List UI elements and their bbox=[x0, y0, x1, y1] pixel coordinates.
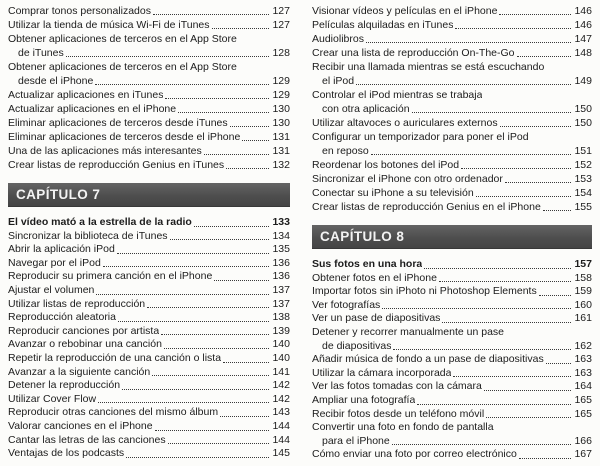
toc-entry-page-number: 162 bbox=[574, 339, 592, 352]
toc-entry-title: Crear una lista de reproducción On-The-Go bbox=[312, 47, 515, 59]
toc-entry-title: Ampliar una fotografía bbox=[312, 393, 416, 406]
toc-entry-title: Obtener aplicaciones de terceros en el App Store bbox=[8, 33, 237, 45]
toc-entry-page-number: 157 bbox=[574, 258, 592, 270]
toc-entry-line bbox=[8, 434, 290, 448]
toc-entry-line bbox=[312, 102, 592, 116]
toc-entry-title: Reproducir otras canciones del mismo álbum bbox=[8, 406, 219, 419]
dot-leader bbox=[226, 158, 269, 169]
dot-leader bbox=[161, 325, 269, 336]
dot-leader bbox=[546, 353, 572, 364]
toc-entry-title: Utilizar la tienda de música Wi-Fi de iTunes bbox=[8, 19, 210, 31]
dot-leader bbox=[165, 88, 269, 99]
toc-entry-line bbox=[312, 312, 592, 326]
dot-leader bbox=[178, 102, 269, 113]
toc-entry-page-number: 131 bbox=[272, 145, 290, 157]
toc-entry-title: para el iPhone bbox=[322, 434, 390, 447]
toc-entry-title: Detener la reproducción bbox=[8, 379, 121, 392]
toc-entry-page-number: 165 bbox=[574, 393, 592, 406]
toc-entry-title: Recibir fotos desde un teléfono móvil bbox=[312, 407, 485, 420]
toc-entry-page-number: 150 bbox=[574, 103, 592, 115]
toc-entry-line bbox=[312, 88, 592, 102]
toc-entry-line bbox=[312, 394, 592, 408]
toc-entry-title: Configurar un temporizador para poner el iPod bbox=[312, 131, 529, 143]
toc-entry-title: Reproducción aleatoria bbox=[8, 311, 116, 324]
toc-entry-page-number: 160 bbox=[574, 298, 592, 311]
toc-entry-line bbox=[8, 116, 290, 130]
toc-entry-page-number: 136 bbox=[272, 256, 290, 269]
toc-entry-line bbox=[312, 200, 592, 214]
toc-entry-line bbox=[312, 74, 592, 88]
dot-leader bbox=[98, 393, 269, 404]
toc-entry-line bbox=[8, 379, 290, 393]
toc-entry-title: Importar fotos sin iPhoto ni Photoshop Elements bbox=[312, 285, 537, 298]
dot-leader bbox=[519, 448, 572, 459]
dot-leader bbox=[164, 338, 270, 349]
toc-entry-line bbox=[312, 172, 592, 186]
toc-entry-page-number: 137 bbox=[272, 283, 290, 296]
toc-entry-page-number: 146 bbox=[574, 19, 592, 31]
dot-leader bbox=[103, 257, 270, 268]
toc-entry-line bbox=[8, 406, 290, 420]
toc-block bbox=[312, 258, 592, 462]
dot-leader bbox=[212, 18, 270, 29]
toc-entry-page-number: 165 bbox=[574, 407, 592, 420]
toc-entry-page-number: 141 bbox=[272, 365, 290, 378]
toc-entry-line bbox=[8, 216, 290, 230]
toc-entry-page-number: 155 bbox=[574, 201, 592, 213]
toc-entry-title: Actualizar aplicaciones en iTunes bbox=[8, 89, 164, 101]
dot-leader bbox=[152, 366, 269, 377]
chapter-heading: CAPÍTULO 8 bbox=[312, 225, 592, 249]
dot-leader bbox=[170, 230, 270, 241]
dot-leader bbox=[500, 116, 572, 127]
toc-entry-title: Valorar canciones en el iPhone bbox=[8, 419, 153, 432]
toc-entry-page-number: 167 bbox=[574, 448, 592, 461]
toc-entry-page-number: 166 bbox=[574, 434, 592, 447]
toc-entry-title: Añadir música de fondo a un pase de diapositivas bbox=[312, 353, 544, 366]
dot-leader bbox=[486, 408, 571, 419]
toc-entry-title: Reproducir su primera canción en el iPhone bbox=[8, 270, 213, 283]
toc-entry-title: Sincronizar la biblioteca de iTunes bbox=[8, 229, 168, 242]
dot-leader bbox=[484, 380, 572, 391]
toc-entry-page-number: 159 bbox=[574, 285, 592, 298]
dot-leader bbox=[455, 18, 571, 29]
toc-entry-page-number: 138 bbox=[272, 311, 290, 324]
toc-entry-title: Obtener fotos en el iPhone bbox=[312, 271, 437, 284]
dot-leader bbox=[168, 434, 270, 445]
dot-leader bbox=[539, 285, 572, 296]
toc-entry-line bbox=[312, 158, 592, 172]
toc-entry-line bbox=[312, 130, 592, 144]
toc-entry-title: Ajustar el volumen bbox=[8, 283, 95, 296]
toc-entry-line bbox=[312, 272, 592, 286]
toc-entry-line bbox=[8, 393, 290, 407]
toc-entry-page-number: 136 bbox=[272, 270, 290, 283]
toc-entry-page-number: 134 bbox=[272, 229, 290, 242]
dot-leader bbox=[147, 298, 269, 309]
toc-entry-page-number: 151 bbox=[574, 145, 592, 157]
toc-entry-line bbox=[312, 60, 592, 74]
toc-entry-line bbox=[8, 130, 290, 144]
dot-leader bbox=[543, 200, 572, 211]
dot-leader bbox=[442, 312, 571, 323]
dot-leader bbox=[242, 130, 269, 141]
toc-entry-line bbox=[312, 32, 592, 46]
toc-entry-page-number: 144 bbox=[272, 433, 290, 446]
toc-entry-line bbox=[8, 243, 290, 257]
dot-leader bbox=[214, 270, 269, 281]
dot-leader bbox=[424, 258, 571, 269]
toc-entry-title: Avanzar a la siguiente canción bbox=[8, 365, 151, 378]
toc-entry-line bbox=[312, 340, 592, 354]
toc-entry-page-number: 158 bbox=[574, 271, 592, 284]
dot-leader bbox=[392, 435, 572, 446]
toc-entry-title: Abrir la aplicación iPod bbox=[8, 243, 115, 256]
toc-entry-page-number: 130 bbox=[272, 103, 290, 115]
toc-entry-title: de iTunes bbox=[18, 47, 64, 59]
toc-entry-title: Cantar las letras de las canciones bbox=[8, 433, 166, 446]
toc-entry-title: Ver fotografías bbox=[312, 298, 381, 311]
toc-entry-line bbox=[312, 46, 592, 60]
toc-block bbox=[312, 4, 592, 214]
toc-entry-page-number: 153 bbox=[574, 173, 592, 185]
toc-entry-line bbox=[8, 230, 290, 244]
toc-entry-line bbox=[312, 435, 592, 449]
toc-entry-line bbox=[312, 299, 592, 313]
dot-leader bbox=[95, 74, 269, 85]
toc-entry-title: Utilizar Cover Flow bbox=[8, 392, 97, 405]
toc-entry-title: Repetir la reproducción de una canción o lista bbox=[8, 351, 222, 364]
dot-leader bbox=[153, 4, 269, 15]
dot-leader bbox=[66, 46, 270, 57]
toc-entry-page-number: 129 bbox=[272, 89, 290, 101]
toc-entry-title: Utilizar listas de reproducción bbox=[8, 297, 146, 310]
toc-entry-title: Sus fotos en una hora bbox=[312, 258, 423, 270]
toc-entry-line bbox=[8, 270, 290, 284]
dot-leader bbox=[223, 352, 269, 363]
toc-entry-line bbox=[312, 285, 592, 299]
toc-entry-title: con otra aplicación bbox=[322, 103, 410, 115]
toc-entry-line bbox=[8, 102, 290, 116]
toc-entry-page-number: 142 bbox=[272, 379, 290, 392]
toc-entry-line bbox=[312, 408, 592, 422]
toc-entry-title: Detener y recorrer manualmente un pase bbox=[312, 325, 505, 338]
toc-entry-title: de diapositivas bbox=[322, 339, 392, 352]
toc-entry-title: Navegar por el iPod bbox=[8, 256, 101, 269]
toc-entry-line bbox=[312, 421, 592, 435]
toc-entry-line bbox=[8, 447, 290, 461]
toc-entry-line bbox=[312, 186, 592, 200]
toc-entry-page-number: 133 bbox=[272, 216, 290, 228]
toc-entry-line bbox=[8, 46, 290, 60]
toc-entry-page-number: 129 bbox=[272, 75, 290, 87]
toc-entry-title: Eliminar aplicaciones de terceros desde el iPhone bbox=[8, 131, 241, 143]
toc-entry-title: Conectar su iPhone a su televisión bbox=[312, 187, 474, 199]
toc-entry-title: Sincronizar el iPhone con otro ordenador bbox=[312, 173, 503, 185]
toc-entry-title: Convertir una foto en fondo de pantalla bbox=[312, 421, 494, 434]
toc-entry-title: el iPod bbox=[322, 75, 355, 87]
toc-entry-page-number: 137 bbox=[272, 297, 290, 310]
toc-entry-title: desde el iPhone bbox=[18, 75, 94, 87]
dot-leader bbox=[230, 116, 270, 127]
toc-entry-title: Películas alquiladas en iTunes bbox=[312, 19, 454, 31]
toc-entry-line bbox=[8, 284, 290, 298]
dot-leader bbox=[96, 284, 269, 295]
dot-leader bbox=[517, 46, 572, 57]
chapter-heading: CAPÍTULO 7 bbox=[8, 183, 290, 207]
toc-entry-title: Audiolibros bbox=[312, 33, 364, 45]
toc-entry-line bbox=[312, 144, 592, 158]
toc-entry-title: Recibir una llamada mientras se está escuchando bbox=[312, 61, 545, 73]
toc-entry-line bbox=[8, 4, 290, 18]
toc-entry-page-number: 149 bbox=[574, 75, 592, 87]
toc-entry-page-number: 152 bbox=[574, 159, 592, 171]
toc-entry-page-number: 128 bbox=[272, 47, 290, 59]
toc-entry-line bbox=[8, 257, 290, 271]
toc-entry-page-number: 164 bbox=[574, 380, 592, 393]
dot-leader bbox=[117, 243, 270, 254]
toc-entry-page-number: 148 bbox=[574, 47, 592, 59]
dot-leader bbox=[417, 394, 571, 405]
toc-entry-title: en reposo bbox=[322, 145, 369, 157]
toc-entry-title: Visionar vídeos y películas en el iPhone bbox=[312, 5, 498, 17]
toc-entry-page-number: 146 bbox=[574, 5, 592, 17]
toc-block bbox=[8, 216, 290, 461]
toc-entry-page-number: 163 bbox=[574, 353, 592, 366]
toc-entry-page-number: 143 bbox=[272, 406, 290, 419]
toc-entry-title: Ventajas de los podcasts bbox=[8, 447, 125, 460]
dot-leader bbox=[366, 32, 572, 43]
toc-entry-line bbox=[8, 60, 290, 74]
toc-entry-line bbox=[8, 158, 290, 172]
toc-entry-line bbox=[312, 367, 592, 381]
toc-entry-line bbox=[312, 448, 592, 462]
toc-entry-page-number: 163 bbox=[574, 366, 592, 379]
toc-entry-line bbox=[8, 366, 290, 380]
toc-entry-title: Ver un pase de diapositivas bbox=[312, 312, 441, 325]
toc-entry-title: Obtener aplicaciones de terceros en el App Store bbox=[8, 61, 237, 73]
toc-entry-title: Una de las aplicaciones más interesantes bbox=[8, 145, 202, 157]
toc-entry-title: Crear listas de reproducción Genius en iTunes bbox=[8, 159, 225, 171]
toc-entry-line bbox=[8, 420, 290, 434]
toc-entry-title: Comprar tonos personalizados bbox=[8, 5, 151, 17]
toc-entry-page-number: 144 bbox=[272, 419, 290, 432]
dot-leader bbox=[412, 102, 572, 113]
dot-leader bbox=[461, 158, 571, 169]
toc-entry-line bbox=[312, 353, 592, 367]
dot-leader bbox=[220, 406, 269, 417]
toc-entry-title: Reproducir canciones por artista bbox=[8, 324, 160, 337]
toc-entry-line bbox=[8, 18, 290, 32]
toc-entry-line bbox=[8, 311, 290, 325]
toc-entry-line bbox=[312, 326, 592, 340]
toc-entry-line bbox=[312, 116, 592, 130]
toc-column-left bbox=[8, 4, 290, 461]
toc-column-right bbox=[312, 4, 592, 462]
dot-leader bbox=[122, 379, 269, 390]
toc-entry-page-number: 140 bbox=[272, 351, 290, 364]
dot-leader bbox=[204, 144, 270, 155]
toc-entry-line bbox=[8, 88, 290, 102]
dot-leader bbox=[453, 367, 571, 378]
dot-leader bbox=[356, 74, 571, 85]
toc-entry-title: Avanzar o rebobinar una canción bbox=[8, 338, 162, 351]
toc-entry-page-number: 161 bbox=[574, 312, 592, 325]
toc-entry-line bbox=[312, 4, 592, 18]
toc-entry-page-number: 139 bbox=[272, 324, 290, 337]
toc-entry-title: Cómo enviar una foto por correo electrónico bbox=[312, 448, 517, 461]
toc-entry-title: Controlar el iPod mientras se trabaja bbox=[312, 89, 483, 101]
toc-entry-line bbox=[312, 258, 592, 272]
toc-entry-line bbox=[8, 32, 290, 46]
dot-leader bbox=[382, 299, 571, 310]
dot-leader bbox=[194, 216, 270, 227]
toc-entry-page-number: 131 bbox=[272, 131, 290, 143]
dot-leader bbox=[118, 311, 269, 322]
toc-entry-title: Utilizar altavoces o auriculares externos bbox=[312, 117, 498, 129]
toc-entry-title: Ver las fotos tomadas con la cámara bbox=[312, 380, 482, 393]
dot-leader bbox=[476, 186, 572, 197]
toc-entry-line bbox=[8, 338, 290, 352]
toc-entry-title: Reordenar los botones del iPod bbox=[312, 159, 460, 171]
toc-entry-line bbox=[312, 380, 592, 394]
toc-entry-line bbox=[312, 18, 592, 32]
toc-entry-page-number: 150 bbox=[574, 117, 592, 129]
toc-block bbox=[8, 4, 290, 172]
toc-entry-title: Crear listas de reproducción Genius en el iPhone bbox=[312, 201, 541, 213]
toc-entry-page-number: 130 bbox=[272, 117, 290, 129]
dot-leader bbox=[155, 420, 270, 431]
dot-leader bbox=[439, 272, 572, 283]
toc-entry-page-number: 127 bbox=[272, 19, 290, 31]
toc-entry-line bbox=[8, 74, 290, 88]
toc-entry-line bbox=[8, 325, 290, 339]
toc-entry-page-number: 127 bbox=[272, 5, 290, 17]
toc-entry-title: Utilizar la cámara incorporada bbox=[312, 366, 452, 379]
dot-leader bbox=[371, 144, 572, 155]
toc-entry-page-number: 140 bbox=[272, 338, 290, 351]
toc-entry-page-number: 145 bbox=[272, 447, 290, 460]
toc-entry-line bbox=[8, 352, 290, 366]
toc-entry-title: Actualizar aplicaciones en el iPhone bbox=[8, 103, 177, 115]
toc-entry-title: Eliminar aplicaciones de terceros desde iTunes bbox=[8, 117, 228, 129]
toc-entry-page-number: 154 bbox=[574, 187, 592, 199]
toc-entry-line bbox=[8, 298, 290, 312]
toc-entry-title: El vídeo mató a la estrella de la radio bbox=[8, 216, 192, 228]
toc-entry-page-number: 132 bbox=[272, 159, 290, 171]
toc-entry-page-number: 142 bbox=[272, 392, 290, 405]
toc-entry-page-number: 147 bbox=[574, 33, 592, 45]
dot-leader bbox=[499, 4, 571, 15]
dot-leader bbox=[505, 172, 572, 183]
dot-leader bbox=[393, 340, 571, 351]
dot-leader bbox=[126, 447, 269, 458]
toc-entry-line bbox=[8, 144, 290, 158]
toc-entry-page-number: 135 bbox=[272, 243, 290, 256]
